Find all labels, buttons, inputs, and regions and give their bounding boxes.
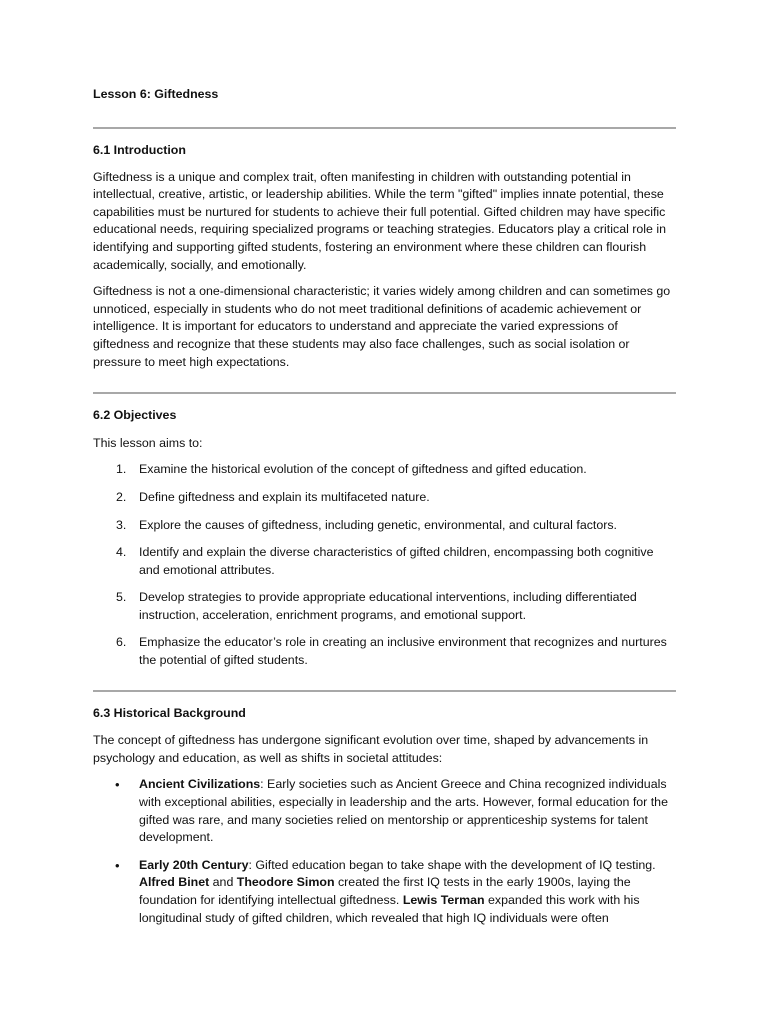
intro-paragraph: Giftedness is not a one-dimensional characteristic; it varies widely among children and can sometimes go unnoticed, especially in students who do not meet traditional definitions of academic achievement or intelligence. It is important for educators to understand and appreciate the varied expressions of giftedness and recognize that these students may also face challenges, such as social isolation or pressure to meet high expectations. [93,284,671,369]
list-item-number: 3. [116,517,127,532]
document-page [93,86,676,927]
list-item [93,544,676,579]
person-name: Lewis Terman [402,893,485,907]
list-item [93,517,676,535]
lesson-title: Lesson 6: Giftedness [93,87,219,101]
section-heading-historical-background: 6.3 Historical Background [93,705,246,720]
list-item-number: 1. [116,462,127,477]
list-item [93,776,676,846]
list-item-text: : Gifted education began to take shape with the development of IQ testing. [248,857,656,872]
objectives-list [93,461,676,669]
list-item-term: Ancient Civilizations [139,777,261,792]
section-heading-introduction: 6.1 Introduction [93,143,186,157]
list-item-text: : Early societies such as Ancient Greece and China recognized individuals with exceptional abilities, especially in leadership and the arts. However, formal education for the gifted was rare, and many societies relied on mentorship or apprenticeship systems for talent development. [139,777,668,845]
list-item-number: 4. [116,545,127,560]
history-list [93,776,676,927]
list-item-term: Early 20th Century [139,857,249,872]
person-name: Theodore Simon [236,875,335,890]
person-name: Alfred Binet [139,875,210,890]
list-item-number: 6. [116,635,127,650]
history-lead: The concept of giftedness has undergone significant evolution over time, shaped by advancements in psychology and education, as well as shifts in societal attitudes: [93,733,649,765]
list-item-text: Develop strategies to provide appropriate educational interventions, including differentiated instruction, acceleration, enrichment programs, and emotional support. [139,590,637,622]
list-item-text: Define giftedness and explain its multifaceted nature. [139,489,430,504]
list-item [93,489,676,507]
list-item-text: and [209,875,237,890]
bullet-icon: • [115,857,120,873]
list-item-number: 2. [116,489,127,504]
bullet-icon: • [115,777,120,793]
list-item [93,461,676,479]
list-item-text: Examine the historical evolution of the concept of giftedness and gifted education. [139,462,587,477]
list-item [93,857,676,927]
intro-paragraph: Giftedness is a unique and complex trait, often manifesting in children with outstanding potential in intellectual, creative, artistic, or leadership abilities. While the term "gifted" implies innate potential, these capabilities must be nurtured for students to achieve their full potential. Gifted children may have specific educational needs, requiring specialized programs or teaching strategies. Educators play a critical role in identifying and supporting gifted students, fostering an environment where these children can flourish academically, socially, and emotionally. [93,169,667,272]
list-item [93,589,676,624]
list-item-number: 5. [116,590,127,605]
list-item-text: expanded this work with his longitudinal study of gifted children, which revealed that high IQ individuals were often [139,893,640,925]
list-item-text: Explore the causes of giftedness, including genetic, environmental, and cultural factors. [139,517,618,532]
list-item-text: Identify and explain the diverse characteristics of gifted children, encompassing both cognitive and emotional attributes. [139,545,654,577]
list-item [93,634,676,669]
list-item-text: Emphasize the educator’s role in creating an inclusive environment that recognizes and nurtures the potential of gifted students. [139,635,667,668]
list-item-text: created the first IQ tests in the early 1900s, laying the foundation for identifying intellectual giftedness. [139,875,631,907]
objectives-lead: This lesson aims to: [93,435,203,450]
section-heading-objectives: 6.2 Objectives [93,408,177,423]
